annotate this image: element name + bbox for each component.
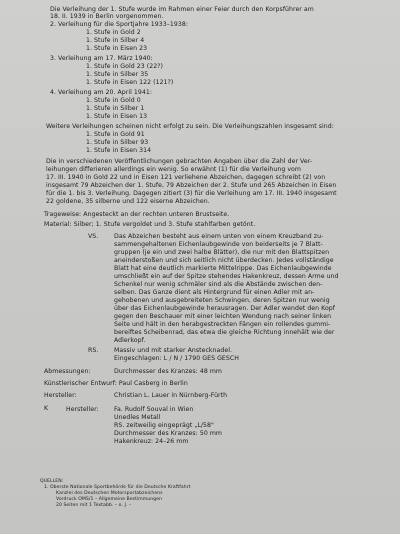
text-line: Christian L. Lauer in Nürnberg-Fürth bbox=[114, 392, 228, 399]
text-line: Die Verleihung der 1. Stufe wurde im Rahmen einer Feier durch den Korpsführer am bbox=[50, 6, 314, 13]
text-line: Trageweise: Angesteckt an der rechten unteren Brustseite. bbox=[44, 211, 230, 218]
source-line: 20 Seiten mit 1 Textabb. – o. J. – bbox=[56, 503, 132, 508]
text-line: für die 1. bis 3. Verleihung. Dagegen zitiert (3) für die Verleihung am 17. III. 1940 insgesamt bbox=[46, 190, 337, 197]
source-line: 1. Oberste Nationale Sportbehörde für die Deutsche Kraftfahrt bbox=[44, 485, 191, 490]
text-line: 22 goldene, 35 silberne und 122 eiserne Abzeichen. bbox=[46, 198, 210, 205]
text-line: Durchmesser des Kranzes: 50 mm bbox=[114, 430, 222, 437]
text-line: 1. Stufe in Eisen 13 bbox=[86, 113, 148, 120]
text-line: gehobenen und ausgebreiteten Schwingen, deren Spitzen nur wenig bbox=[114, 297, 330, 304]
text-line: Material: Silber; 1. Stufe vergoldet und 3. Stufe stahlfarben getönt. bbox=[44, 221, 256, 228]
text-line: 4. Verleihung am 20. April 1941: bbox=[50, 89, 153, 96]
text-line: 1. Stufe in Silber 1 bbox=[86, 105, 145, 112]
text-line: Das Abzeichen besteht aus einem unten von einem Kreuzband zu- bbox=[114, 233, 324, 240]
text-line: 1. Stufe in Gold 91 bbox=[86, 131, 145, 138]
text-line: Durchmesser des Kranzes: 48 mm bbox=[114, 368, 222, 375]
text-line: umschließt ein auf der Spitze stehendes Hakenkreuz, dessen Arme und bbox=[114, 273, 339, 280]
text-line: Eingeschlagen: L / N / 1790 GES GESCH bbox=[114, 355, 239, 362]
text-line: bereiftes Scheibenrad, das etwa die gleiche Richtung innehält wie der bbox=[114, 329, 335, 336]
text-line: 1. Stufe in Gold 23 (22?) bbox=[86, 63, 163, 70]
source-line: Vordruck OMS/1 – Allgemeine Bestimmungen bbox=[56, 497, 163, 502]
text-line: RS. bbox=[88, 347, 99, 354]
text-line: Abmessungen: bbox=[44, 368, 91, 375]
text-line: VS. bbox=[88, 233, 99, 240]
text-line: K bbox=[44, 405, 49, 412]
text-line: Schenkel nur wenig schmäler sind als die Abstände zwischen den- bbox=[114, 281, 323, 288]
text-line: 1. Stufe in Eisen 122 (121?) bbox=[86, 79, 174, 86]
text-line: Blatt hat eine deutlich markierte Mittelrippe. Das Eichenlaubgewinde bbox=[114, 265, 332, 272]
text-line: Hersteller: bbox=[44, 392, 77, 399]
source-line: Kanzlei des Deutschen Motorsportabzeichens bbox=[56, 491, 163, 496]
text-line: 1. Stufe in Silber 93 bbox=[86, 139, 149, 146]
text-line: selben. Das Ganze dient als Hintergrund für einen Adler mit an- bbox=[114, 289, 315, 296]
text-line: sammengehaltenen Eichenlaubgewinde von beiderseits je 7 Blatt- bbox=[114, 241, 323, 248]
text-line: aneinderstoßen und sich seitlich nicht überdecken. Jedes vollständige bbox=[114, 257, 334, 264]
text-line: Unedles Metall bbox=[114, 414, 161, 421]
text-line: Hakenkreuz: 24–26 mm bbox=[114, 438, 189, 445]
text-line: 1. Stufe in Silber 4 bbox=[86, 37, 145, 44]
text-line: Künstlerischer Entwurf: Paul Casberg in Berlin bbox=[44, 380, 188, 387]
sources-heading: QUELLEN: bbox=[40, 479, 64, 484]
text-line: Hersteller: bbox=[66, 406, 99, 413]
text-line: leihungen differieren allerdings ein wenig. So erwähnt (1) für die Verleihung vom bbox=[46, 166, 301, 173]
text-line: 1. Stufe in Gold 0 bbox=[86, 97, 141, 104]
text-line: RS. zeitweilig eingeprägt „L/58" bbox=[114, 422, 214, 429]
text-line: insgesamt 79 Abzeichen der 1. Stufe, 79 Abzeichen der 2. Stufe und 265 Abzeichen in Eisen bbox=[46, 182, 337, 189]
text-line: 1. Stufe in Eisen 23 bbox=[86, 45, 148, 52]
text-line: 17. III. 1940 in Gold 22 und in Eisen 121 verliehene Abzeichen, dagegen schreibt (2) von bbox=[46, 174, 326, 181]
text-line: über das Eichenlaubgewinde herausragen. Der Adler wendet den Kopf bbox=[114, 305, 335, 312]
text-line: Weitere Verleihungen scheinen nicht erfolgt zu sein. Die Verleihungszahlen insgesamt sind: bbox=[46, 123, 334, 130]
text-line: Seite und hält in den herabgestreckten Fängen ein rollendes gummi- bbox=[114, 321, 331, 328]
text-line: 2. Verleihung für die Sportjahre 1933–1938: bbox=[50, 21, 188, 28]
text-line: Adlerkopf. bbox=[114, 337, 146, 344]
text-line: 1. Stufe in Eisen 314 bbox=[86, 147, 152, 154]
text-line: 1. Stufe in Silber 35 bbox=[86, 71, 149, 78]
text-line: gruppen (je ein und zwei halbe Blätter), die nur mit den Blattspitzen bbox=[114, 249, 330, 256]
text-line: 18. II. 1939 in Berlin vorgenommen. bbox=[50, 13, 164, 20]
text-line: gegen den Beschauer mit einer leichten Wendung nach seiner linken bbox=[114, 313, 332, 320]
text-line: 1. Stufe in Gold 2 bbox=[86, 29, 141, 36]
text-line: 3. Verleihung am 17. März 1940: bbox=[50, 55, 153, 62]
text-line: Fa. Rudolf Souval in Wien bbox=[114, 406, 194, 413]
text-line: Die in verschiedenen Veröffentlichungen gebrachten Angaben über die Zahl der Ver- bbox=[46, 158, 313, 165]
text-line: Massiv und mit starker Anstecknadel. bbox=[114, 347, 232, 354]
